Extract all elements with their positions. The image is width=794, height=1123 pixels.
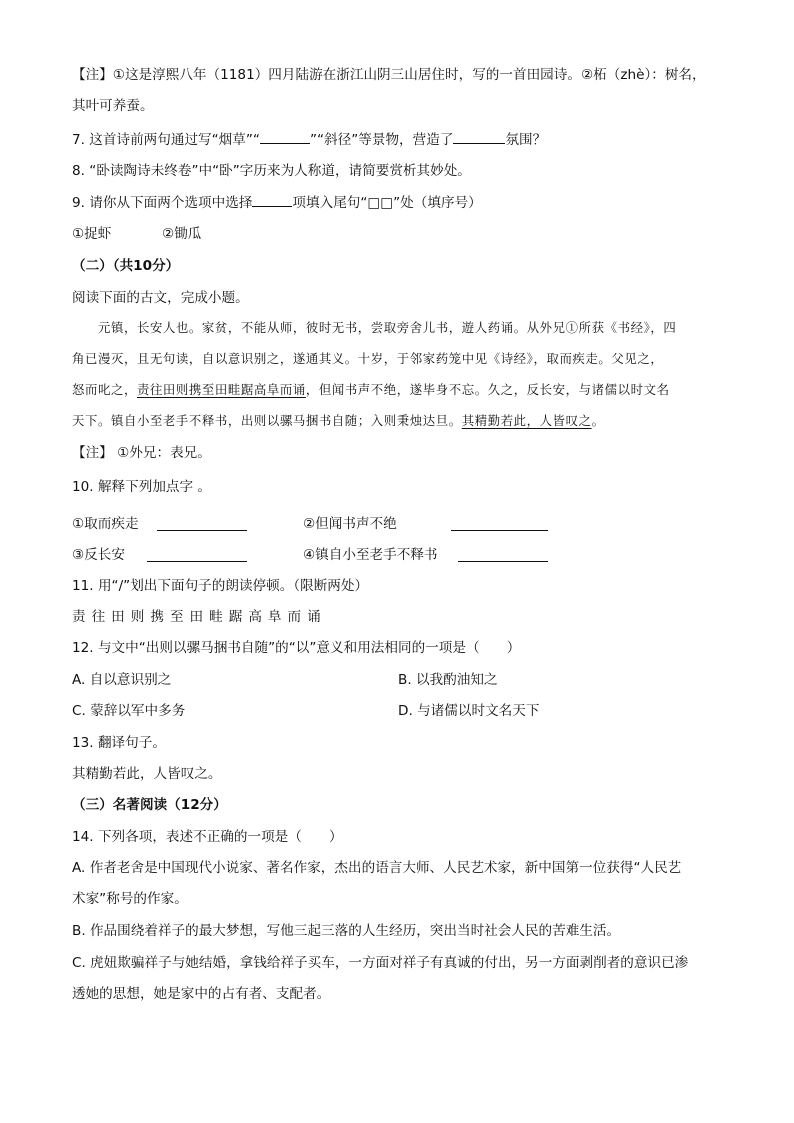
q14-option-a-line1[interactable]: A. 作者老舍是中国现代小说家、著名作家，杰出的语言大师、人民艺术家，新中国第一位获得“人民艺 bbox=[72, 860, 682, 876]
classical-text-line3 bbox=[72, 380, 670, 400]
q11-sentence[interactable]: 责往田则携至田畦踞高阜而诵 bbox=[72, 609, 327, 625]
q9-text-a: 9. 请你从下面两个选项中选择 bbox=[72, 195, 253, 211]
question-10: 10. 解释下列加点字 。 bbox=[72, 479, 212, 495]
classical-text-line1: 元镇，长安人也。家贫，不能从师，彼时无书，尝取旁舍儿书，遊人药诵。从外兄①所获《书经》，四 bbox=[98, 320, 677, 335]
q9-blank[interactable] bbox=[252, 192, 292, 207]
q10-item-2: ②但闻书声不绝 bbox=[303, 516, 397, 532]
question-7 bbox=[72, 129, 546, 150]
classical-text-line2: 角已漫灭，且无句读，自以意识别之，遂通其义。十岁，于邻家药笼中见《诗经》，取而疾走。父见之， bbox=[72, 351, 664, 366]
note1-line1: 【注】①这是淳熙八年（1181）四月陆游在浙江山阴三山居住时，写的一首田园诗。②柘（zhè）：树名， bbox=[72, 67, 706, 83]
question-8: 8. “卧读陶诗未终卷”中“卧”字历来为人称道，请简要赏析其妙处。 bbox=[72, 163, 471, 179]
q9-text-b: 项填入尾句“□□”处（填序号） bbox=[292, 195, 482, 211]
note1-line2: 其叶可养蚕。 bbox=[72, 98, 154, 114]
section2-intro: 阅读下面的古文，完成小题。 bbox=[72, 290, 249, 306]
question-11: 11. 用“/”划出下面句子的朗读停顿。（限断两处） bbox=[72, 578, 369, 594]
q10-answer-blank-2[interactable] bbox=[451, 515, 548, 531]
classical-line3-c: ，但闻书声不绝，遂毕身不忘。久之，反长安，与诸儒以时文名 bbox=[305, 382, 670, 397]
question-12: 12. 与文中“出则以骡马捆书自随”的“以”意义和用法相同的一项是（ ） bbox=[72, 640, 521, 656]
q9-option-2: ②锄瓜 bbox=[162, 226, 202, 242]
underlined-sentence-1: 责往田则携至田畦踞高阜而诵 bbox=[136, 382, 306, 397]
classical-text-line4 bbox=[72, 411, 605, 431]
q10-item-3: ③反长安 bbox=[72, 547, 125, 563]
q10-answer-blank-3[interactable] bbox=[147, 546, 247, 562]
q10-answer-blank-1[interactable] bbox=[157, 515, 247, 531]
q12-option-c[interactable]: C. 蒙辞以军中多务 bbox=[72, 703, 186, 719]
q10-answer-blank-4[interactable] bbox=[458, 546, 548, 562]
section2-title: （二）（共10分） bbox=[72, 258, 180, 274]
q12-option-b[interactable]: B. 以我酌油知之 bbox=[398, 672, 498, 688]
q7-blank-1[interactable] bbox=[260, 129, 310, 144]
q7-blank-2[interactable] bbox=[453, 129, 505, 144]
classical-line3-a: 怒而叱之， bbox=[72, 382, 137, 397]
question-9 bbox=[72, 192, 482, 213]
q12-option-d[interactable]: D. 与诸儒以时文名天下 bbox=[398, 703, 540, 719]
classical-line4-c: 。 bbox=[591, 413, 605, 428]
q14-option-b[interactable]: B. 作品围绕着祥子的最大梦想，写他三起三落的人生经历，突出当时社会人民的苦难生活。 bbox=[72, 923, 621, 939]
section3-title: （三）名著阅读（12分） bbox=[72, 797, 227, 813]
question-14: 14. 下列各项，表述不正确的一项是（ ） bbox=[72, 829, 343, 845]
underlined-sentence-2: 其精勤若此，人皆叹之 bbox=[461, 413, 592, 428]
classical-line4-a: 天下。镇自小至老手不释书，出则以骡马捆书自随；入则秉烛达旦。 bbox=[72, 413, 462, 428]
note2: 【注】 ①外兄：表兄。 bbox=[72, 445, 211, 461]
q14-option-c-line2[interactable]: 透她的思想，她是家中的占有者、支配者。 bbox=[72, 986, 331, 1002]
q13-sentence: 其精勤若此，人皆叹之。 bbox=[72, 766, 222, 782]
q12-option-a[interactable]: A. 自以意识别之 bbox=[72, 672, 172, 688]
q10-item-4: ④镇自小至老手不释书 bbox=[303, 547, 438, 563]
question-13: 13. 翻译句子。 bbox=[72, 735, 166, 751]
q14-option-c-line1[interactable]: C. 虎妞欺骗祥子与她结婚，拿钱给祥子买车，一方面对祥子有真诚的付出，另一方面剥削者的意识已渗 bbox=[72, 955, 689, 971]
q14-option-a-line2[interactable]: 术家”称号的作家。 bbox=[72, 891, 188, 907]
q7-text-b: ”“斜径”等景物，营造了 bbox=[309, 132, 454, 148]
q7-text-c: 氛围？ bbox=[505, 132, 547, 148]
q7-text-a: 7. 这首诗前两句通过写“烟草”“ bbox=[72, 132, 260, 148]
q10-item-1: ①取而疾走 bbox=[72, 516, 139, 532]
q9-option-1: ①捉虾 bbox=[72, 226, 112, 242]
